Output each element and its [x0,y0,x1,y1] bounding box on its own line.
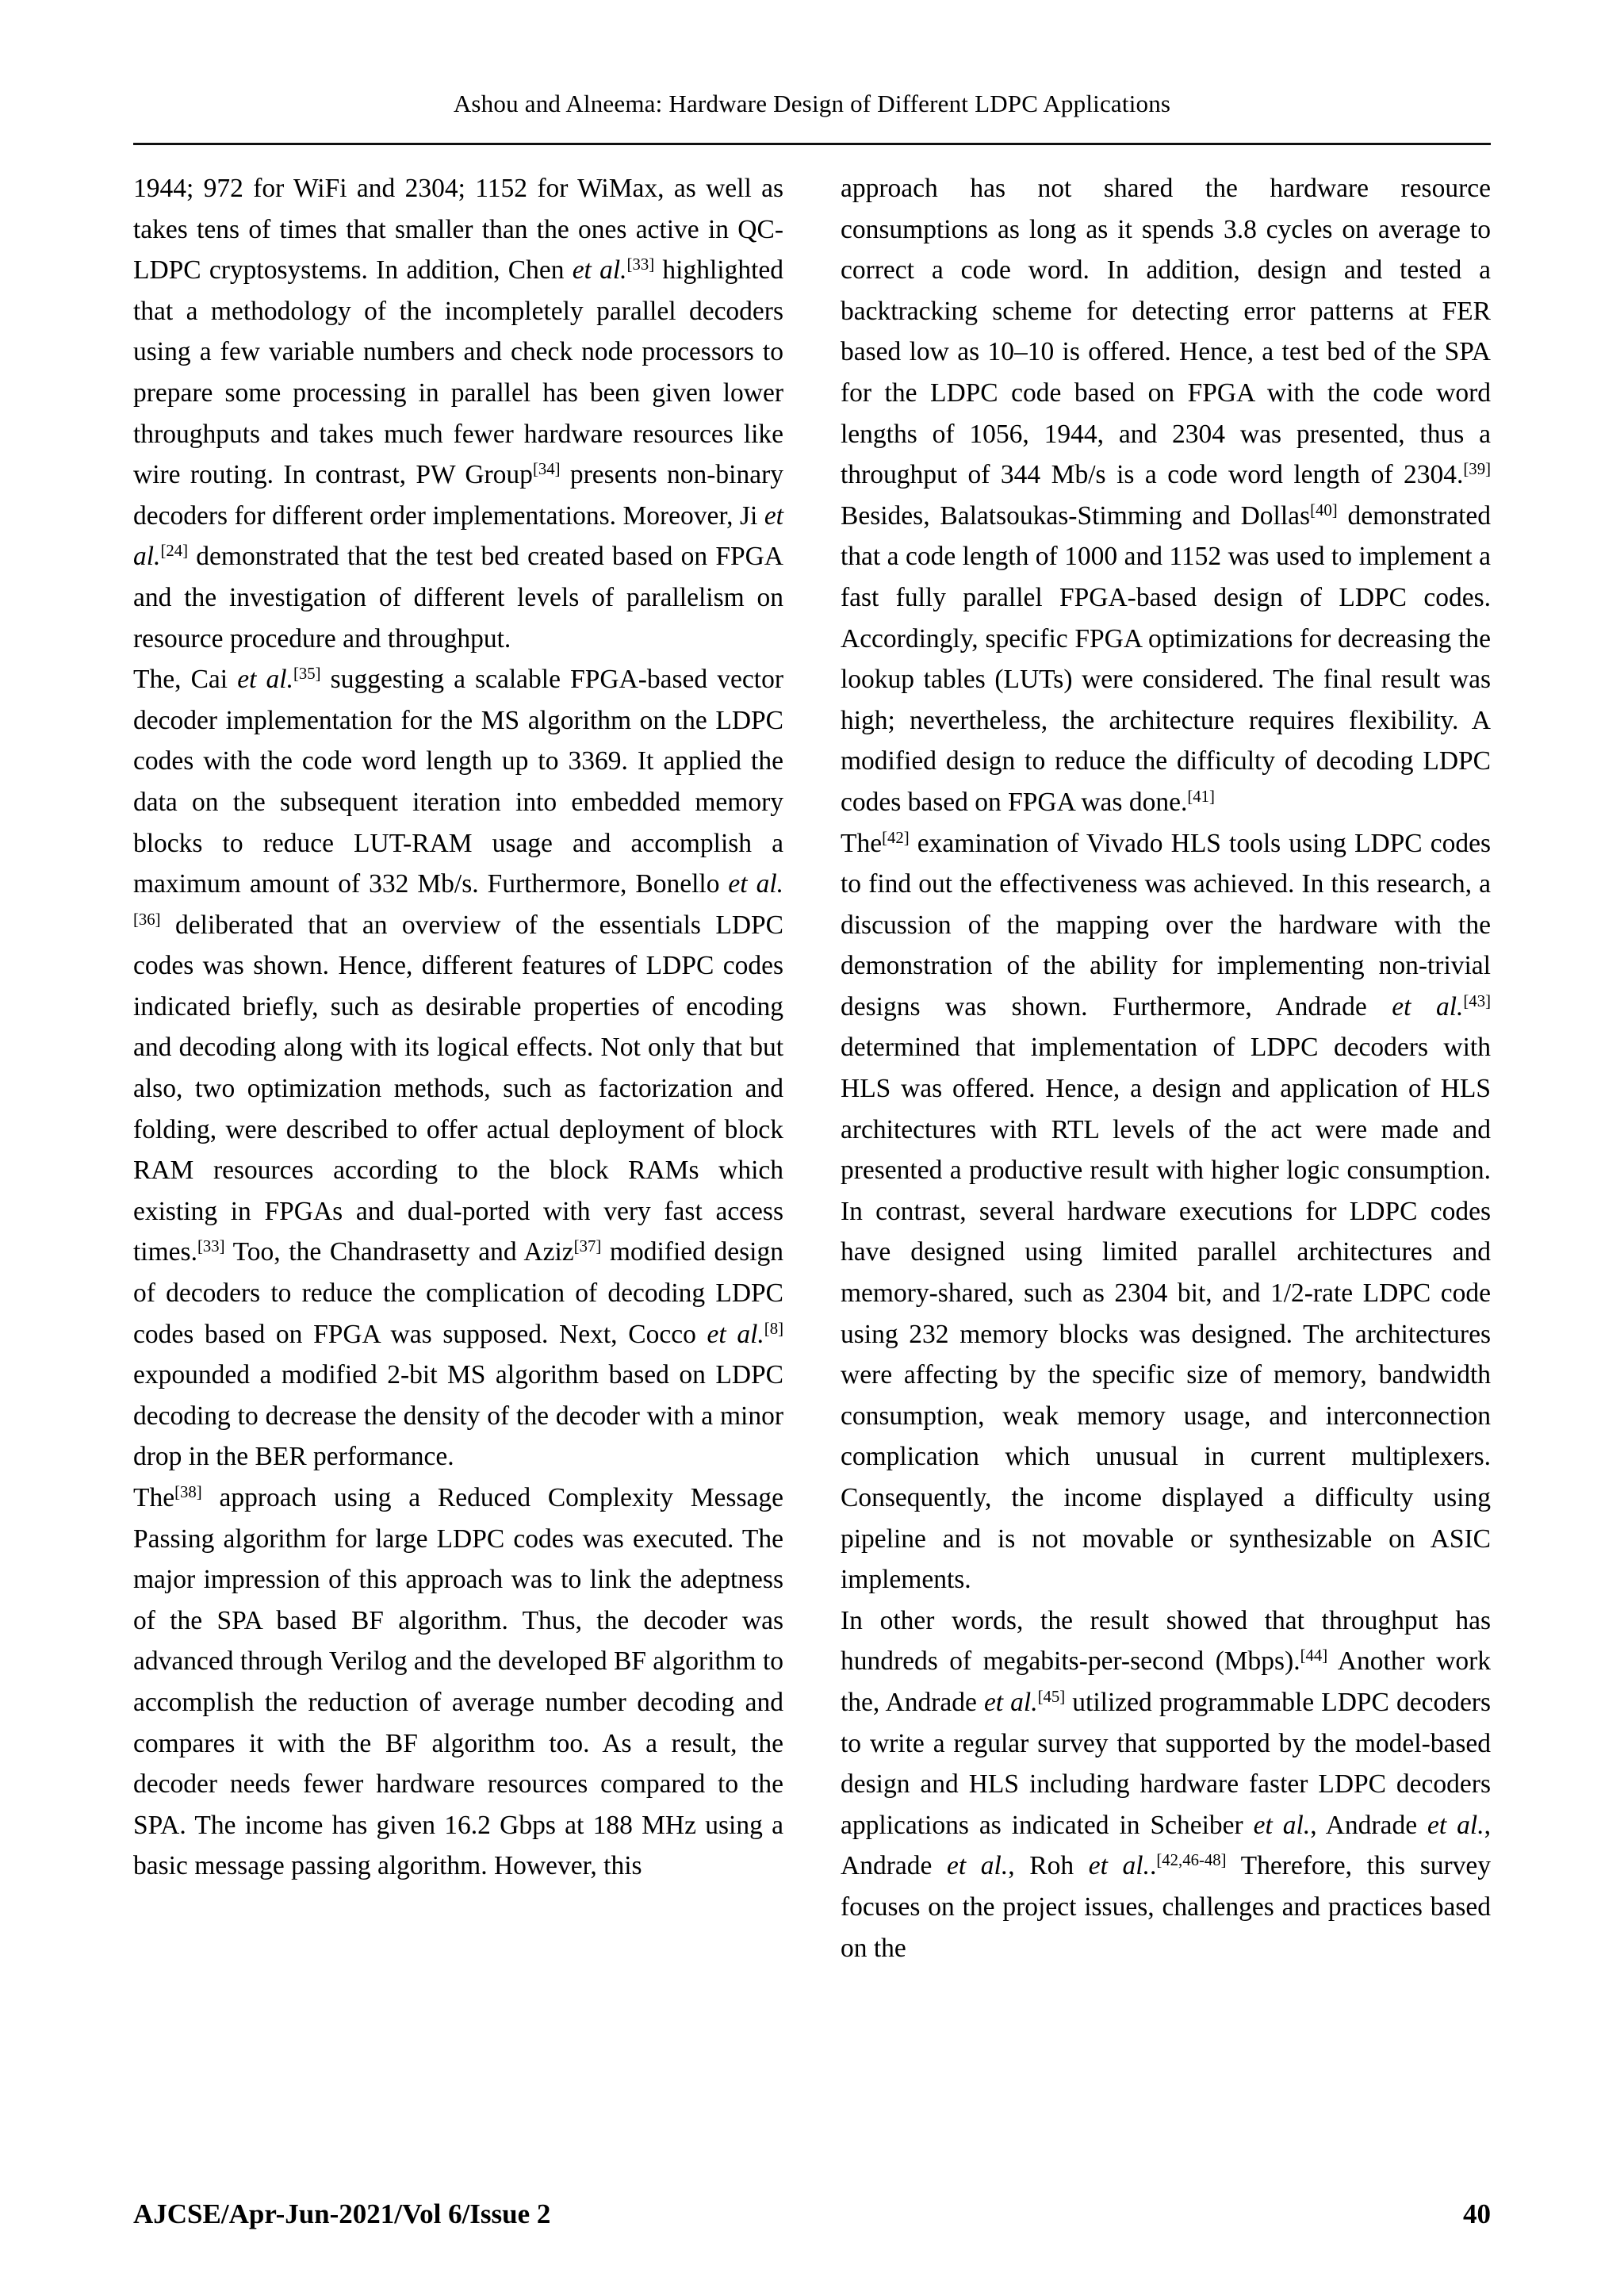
citation-reference[interactable]: [40] [1310,500,1338,519]
citation-reference[interactable]: [35] [293,665,321,684]
body-text: , Andrade [841,1810,1491,1881]
body-text: The [841,828,883,858]
italic-text: et al. [1427,1810,1484,1840]
citation-reference[interactable]: [41] [1187,788,1215,807]
body-text: Another work the, Andrade [841,1646,1491,1717]
italic-text: et al. [133,500,783,572]
body-column-right [841,168,1491,2127]
body-text: The [133,1483,175,1512]
body-text: Besides, Balatsoukas-Stimming and Dollas [841,500,1311,531]
body-text: Therefore, this survey focuses on the project issues, challenges and practices based on the [841,1851,1492,1963]
body-paragraph [133,659,783,1478]
body-text: approach using a Reduced Complexity Message Passing algorithm for large LDPC codes was executed. The major impression of this approach was to link the adeptness of the SPA based BF algorithm. Thus, the decoder was advanced through Verilog and the developed BF algorithm to accomplish the reduction of average number decoding and compares it with the BF algorithm too. As a result, the decoder needs fewer hardware resources compared to the SPA. The income has given 16.2 Gbps at 188 MHz using a basic message passing algorithm. However, this [133,1483,783,1881]
body-text: , Andrade [1310,1810,1428,1840]
page-number: 40 [1463,2198,1491,2229]
body-text: utilized programmable LDPC decoders to write a regular survey that supported by the model-based design and HLS including hardware faster LDPC decoders applications as indicated in Scheiber [841,1687,1491,1840]
citation-reference[interactable]: [24] [160,542,189,561]
citation-reference[interactable]: [45] [1037,1688,1066,1707]
italic-text: et al. [1088,1851,1150,1881]
body-text: suggesting a scalable FPGA-based vector decoder implementation for the MS algorithm on the LDPC codes with the code word length up to 3369. It applied the data on the subsequent iteration into embedded memory blocks to reduce LUT-RAM usage and accomplish a maximum amount of 332 Mb/s. Furthermore, Bonello [133,665,783,899]
citation-reference[interactable]: [38] [174,1483,202,1502]
italic-text: et al. [728,869,783,899]
body-text: . [1149,1851,1157,1881]
two-column-body [133,168,1491,2127]
body-paragraph [133,168,783,659]
citation-reference[interactable]: [44] [1300,1646,1328,1665]
body-text: approach has not shared the hardware resource consumptions as long as it spends 3.8 cycles on average to correct a code word. In addition, design and tested a backtracking scheme for detecting error patterns at FER based low as 10–10 is offered. Hence, a test bed of the SPA for the LDPC code based on FPGA with the code word lengths of 1056, 1944, and 2304 was presented, thus a throughput of 344 Mb/s is a code word length of 2304. [841,174,1491,490]
body-paragraph [841,1600,1491,1968]
italic-text: et al. [237,665,293,695]
body-text: demonstrated that the test bed created based on FPGA and the investigation of different levels of parallelism on resource procedure and throughput. [133,542,783,654]
body-text: , Roh [1008,1851,1089,1881]
citation-reference[interactable]: [42,46-48] [1156,1851,1227,1870]
citation-reference[interactable]: [39] [1463,460,1491,479]
body-text: highlighted that a methodology of the incompletely parallel decoders using a few variable numbers and check node processors to prepare some processing in parallel has been given lower throughputs and takes much fewer hardware resources like wire routing. In contrast, PW Group [133,255,783,490]
italic-text: et al. [1253,1810,1311,1840]
body-column-left [133,168,783,2127]
citation-reference[interactable]: [36] [133,910,161,929]
page-footer [133,2198,1491,2230]
running-header: Ashou and Alneema: Hardware Design of Different LDPC Applications [453,90,1171,117]
body-text: expounded a modified 2-bit MS algorithm based on LDPC decoding to decrease the density of the decoder with a minor drop in the BER performance. [133,1360,783,1472]
citation-reference[interactable]: [42] [882,828,910,847]
body-paragraph [133,1478,783,1887]
italic-text: et al. [946,1851,1009,1881]
body-text: demonstrated that a code length of 1000 and 1152 was used to implement a fast fully parallel FPGA-based design of LDPC codes. Accordingly, specific FPGA optimizations for decreasing the lookup tables (LUTs) were considered. The final result was high; nevertheless, the architecture requires flexibility. A modified design to reduce the difficulty of decoding LDPC codes based on FPGA was done. [841,500,1491,817]
italic-text: et al. [983,1687,1038,1717]
citation-reference[interactable]: [43] [1463,992,1491,1011]
body-paragraph [841,823,1491,1600]
body-text: determined that implementation of LDPC decoders with HLS was offered. Hence, a design and application of HLS architectures with RTL levels of the act were made and presented a productive result with higher logic consumption. In contrast, several hardware executions for LDPC codes have designed using limited parallel architectures and memory-shared, such as 2304 bit, and 1/2-rate LDPC code using 232 memory blocks was designed. The architectures were affecting by the specific size of memory, bandwidth consumption, weak memory usage, and interconnection complication which unusual in current multiplexers. Consequently, the income displayed a difficulty using pipeline and is not movable or synthesizable on ASIC implements. [841,1033,1491,1595]
body-paragraph [841,168,1491,823]
body-text: modified design of decoders to reduce the complication of decoding LDPC codes based on FPGA was supposed. Next, Cocco [133,1237,783,1349]
italic-text: et al. [1392,991,1464,1022]
body-text: In other words, the result showed that throughput has hundreds of megabits-per-second (Mbps). [841,1605,1491,1677]
body-text: examination of Vivado HLS tools using LDPC codes to find out the effectiveness was achieved. In this research, a discussion of the mapping over the hardware with the demonstration of the ability for implementing non-trivial designs was shown. Furthermore, Andrade [841,828,1491,1022]
body-text: The, Cai [133,665,238,695]
citation-reference[interactable]: [8] [764,1319,784,1338]
body-text: presents non-binary decoders for different order implementations. Moreover, Ji [133,460,783,531]
body-text: Too, the Chandrasetty and Aziz [224,1237,574,1267]
page-content-area [133,0,1491,2296]
citation-reference[interactable]: [34] [532,460,561,479]
body-text: deliberated that an overview of the essentials LDPC codes was shown. Hence, different features of LDPC codes indicated briefly, such as desirable properties of encoding and decoding along with its logical effects. Not only that but also, two optimization methods, such as factorization and folding, were described to offer actual deployment of block RAM resources according to the block RAMs which existing in FPGAs and dual-ported with very fast access times. [133,910,783,1267]
body-text: 1944; 972 for WiFi and 2304; 1152 for WiMax, as well as takes tens of times that smaller than the ones active in QC-LDPC cryptosystems. In addition, Chen [133,174,783,286]
citation-reference[interactable]: [33] [197,1237,225,1256]
journal-issue-label: AJCSE/Apr-Jun-2021/Vol 6/Issue 2 [133,2198,551,2229]
italic-text: et al. [707,1319,764,1349]
citation-reference[interactable]: [33] [626,255,655,274]
header-rule [133,143,1491,145]
italic-text: et al. [572,255,627,286]
citation-reference[interactable]: [37] [573,1237,602,1256]
